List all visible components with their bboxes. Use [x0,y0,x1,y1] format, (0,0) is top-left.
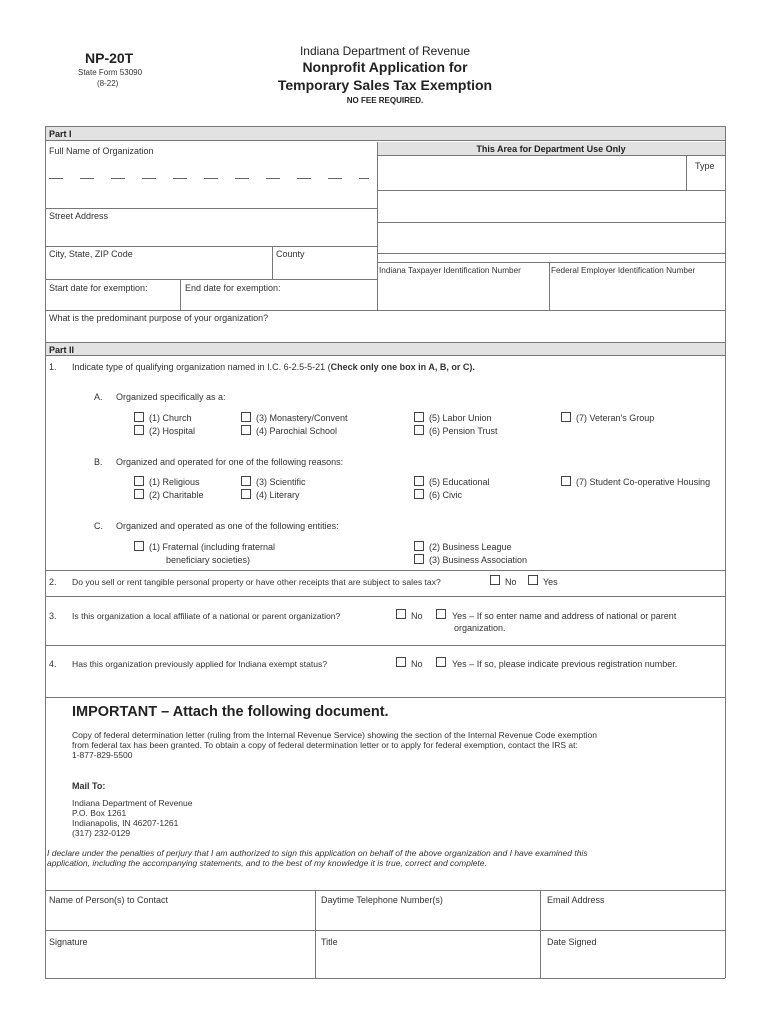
q4-yes-label: Yes – If so, please indicate previous registration number. [452,659,678,669]
q3-no-label: No [411,611,423,621]
perjury-declaration-line2: application, including the accompanying statements, and to the best of my knowledge it is true, correct and complete. [47,858,487,868]
email-field[interactable] [547,910,719,924]
b6-civic-checkbox[interactable] [414,489,424,499]
a7-veterans-group-label: (7) Veteran's Group [576,413,655,423]
q2-no-checkbox[interactable] [490,575,500,585]
form-title-line1: Nonprofit Application for [302,59,468,75]
b3-scientific-label: (3) Scientific [256,477,306,487]
q3-yes-checkbox[interactable] [436,609,446,619]
section-a-letter: A. [94,392,103,402]
q1-text [72,362,475,373]
a5-labor-union-checkbox[interactable] [414,412,424,422]
b2-charitable-label: (2) Charitable [149,490,204,500]
a1-church-checkbox[interactable] [134,412,144,422]
important-heading: IMPORTANT – Attach the following document. [72,704,389,720]
section-b-letter: B. [94,457,103,467]
q1-text-bold: Check only one box in A, B, or C). [330,362,475,372]
start-date-field[interactable] [49,296,175,308]
dept-box-left-border [377,142,378,310]
full-name-field[interactable] [49,160,369,176]
mail-address-line1: Indiana Department of Revenue [72,798,193,808]
part2-header [45,342,725,356]
full-name-label: Full Name of Organization [49,146,154,156]
b3-scientific-checkbox[interactable] [241,476,251,486]
important-body-line1: Copy of federal determination letter (ruling from the Internal Revenue Service) showing the section of the Internal Revenue Code exemption [72,730,597,740]
agency-name: Indiana Department of Revenue [299,44,471,58]
b7-student-housing-label: (7) Student Co-operative Housing [576,477,711,487]
contact-name-label: Name of Person(s) to Contact [49,895,169,905]
title-label: Title [321,937,338,947]
county-field[interactable] [276,262,372,276]
irs-phone: 1-877-829-5500 [72,750,133,760]
b6-civic-label: (6) Civic [429,490,462,500]
b4-literary-label: (4) Literary [256,490,300,500]
q1-number: 1. [49,362,57,372]
mail-address-line3: Indianapolis, IN 46207-1261 [72,818,179,828]
c1-fraternal-checkbox[interactable] [134,541,144,551]
state-form-number: State Form 53090 [78,68,143,77]
start-date-label: Start date for exemption: [49,283,148,293]
phone-label: Daytime Telephone Number(s) [321,895,443,905]
b7-student-housing-checkbox[interactable] [561,476,571,486]
end-date-label: End date for exemption: [185,283,281,293]
revision-date: (8-22) [97,79,119,88]
b2-charitable-checkbox[interactable] [134,489,144,499]
title-field[interactable] [321,955,535,971]
section-c-text: Organized and operated as one of the following entities: [116,521,339,531]
c3-business-association-checkbox[interactable] [414,554,424,564]
dept-use-label: This Area for Department Use Only [476,144,626,154]
q3-number: 3. [49,611,57,621]
q4-no-checkbox[interactable] [396,657,406,667]
q2-yes-label: Yes [543,577,558,587]
email-label: Email Address [547,895,605,905]
section-c-letter: C. [94,521,103,531]
b1-religious-label: (1) Religious [149,477,200,487]
type-box-border [686,156,687,190]
b5-educational-label: (5) Educational [429,477,490,487]
q2-text: Do you sell or rent tangible personal property or have other receipts that are subject to sales tax? [72,577,441,587]
q2-number: 2. [49,577,57,587]
type-label: Type [695,161,715,171]
c2-business-league-checkbox[interactable] [414,541,424,551]
date-signed-label: Date Signed [547,937,597,947]
itin-label: Indiana Taxpayer Identification Number [379,266,521,275]
q4-yes-checkbox[interactable] [436,657,446,667]
a7-veterans-group-checkbox[interactable] [561,412,571,422]
q4-number: 4. [49,659,57,669]
form-number: NP-20T [85,50,134,66]
q3-yes-label-line2: organization. [454,623,506,633]
county-label: County [276,249,305,259]
signature-label: Signature [49,937,88,947]
part1-label: Part I [49,129,72,139]
mail-to-label: Mail To: [72,781,106,791]
a3-monastery-checkbox[interactable] [241,412,251,422]
city-state-zip-field[interactable] [49,262,267,276]
a6-pension-trust-checkbox[interactable] [414,425,424,435]
q3-text: Is this organization a local affiliate of a national or parent organization? [72,611,341,621]
street-address-label: Street Address [49,211,109,221]
b5-educational-checkbox[interactable] [414,476,424,486]
dept-use-header [377,142,725,156]
q2-no-label: No [505,577,517,587]
c3-business-association-label: (3) Business Association [429,555,528,565]
part1-header [45,126,725,141]
fein-label: Federal Employer Identification Number [551,266,696,275]
c2-business-league-label: (2) Business League [429,542,512,552]
important-body-line2: from federal tax has been granted. To obtain a copy of federal determination letter or to apply for federal exemption, contact the IRS at: [72,740,578,750]
phone-field[interactable] [321,910,535,924]
purpose-field[interactable] [49,326,719,338]
purpose-label: What is the predominant purpose of your organization? [49,313,269,323]
b1-religious-checkbox[interactable] [134,476,144,486]
form-left-border [45,126,46,978]
mail-address-line4: (317) 232-0129 [72,828,131,838]
perjury-declaration-line1: I declare under the penalties of perjury that I am authorized to sign this application on behalf of the above organization and I have examined this [47,848,588,858]
city-state-zip-label: City, State, ZIP Code [49,249,133,259]
a3-monastery-label: (3) Monastery/Convent [256,413,348,423]
section-b-text: Organized and operated for one of the following reasons: [116,457,344,467]
street-address-field[interactable] [49,225,369,241]
b4-literary-checkbox[interactable] [241,489,251,499]
form-title-line2: Temporary Sales Tax Exemption [277,77,493,93]
form-right-border [725,126,726,978]
c1-fraternal-label-line2: beneficiary societies) [166,555,251,565]
a4-parochial-school-label: (4) Parochial School [256,426,338,436]
no-fee-note: NO FEE REQUIRED. [346,96,424,105]
signature-field[interactable] [49,955,309,971]
a4-parochial-school-checkbox[interactable] [241,425,251,435]
q1-text-main: Indicate type of qualifying organization named in I.C. 6-2.5-5-21 ( [72,362,331,372]
q3-yes-label: Yes – If so enter name and address of national or parent [452,611,677,621]
a1-church-label: (1) Church [149,413,192,423]
a2-hospital-checkbox[interactable] [134,425,144,435]
c1-fraternal-label: (1) Fraternal (including fraternal [149,542,276,552]
a2-hospital-label: (2) Hospital [149,426,196,436]
mail-address-line2: P.O. Box 1261 [72,808,127,818]
a6-pension-trust-label: (6) Pension Trust [429,426,498,436]
part2-label: Part II [49,345,75,355]
date-signed-field[interactable] [547,955,719,971]
section-a-text: Organized specifically as a: [116,392,226,402]
contact-name-field[interactable] [49,910,309,924]
end-date-field[interactable] [185,296,371,308]
q3-no-checkbox[interactable] [396,609,406,619]
q2-yes-checkbox[interactable] [528,575,538,585]
q4-no-label: No [411,659,423,669]
q4-text: Has this organization previously applied for Indiana exempt status? [72,659,328,669]
a5-labor-union-label: (5) Labor Union [429,413,492,423]
